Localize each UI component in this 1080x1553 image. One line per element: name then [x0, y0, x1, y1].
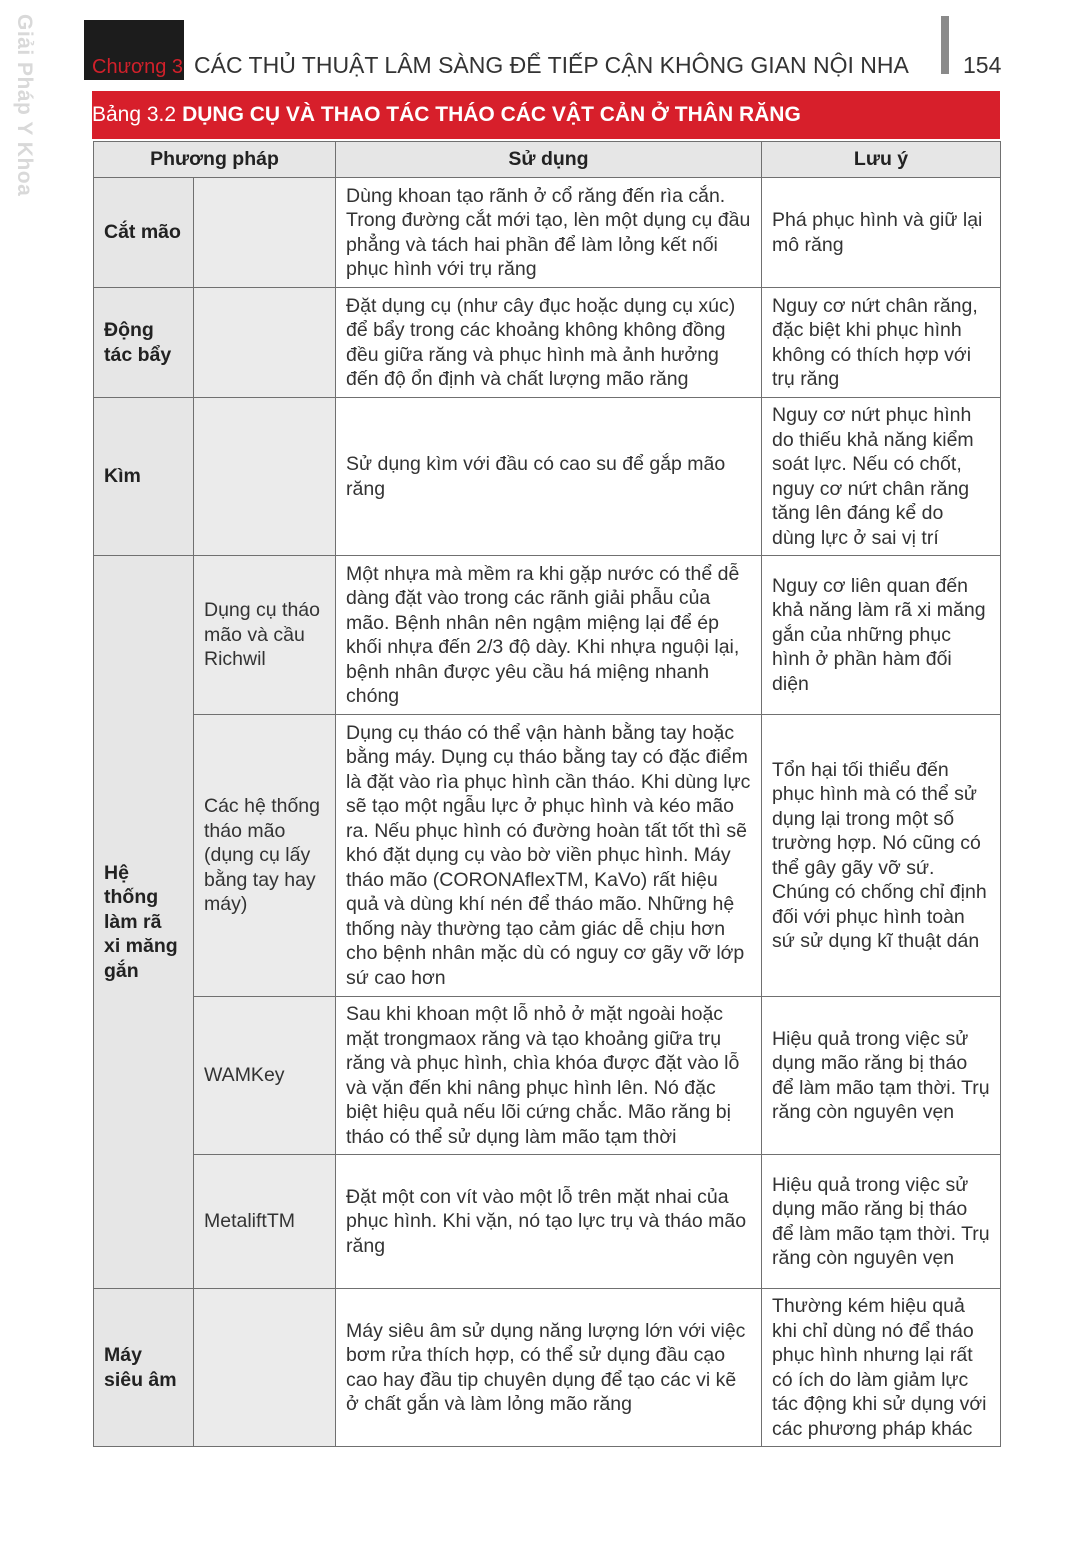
submethod-cell — [194, 398, 336, 556]
submethod-cell: Các hệ thống tháo mão (dụng cụ lấy bằng tay hay máy) — [194, 715, 336, 997]
submethod-cell: WAMKey — [194, 997, 336, 1155]
table-title: DỤNG CỤ VÀ THAO TÁC THÁO CÁC VẬT CẢN Ở THÂN RĂNG — [182, 103, 801, 126]
submethod-cell: Dụng cụ tháo mão và cầu Richwil — [194, 556, 336, 715]
use-cell: Sử dụng kìm với đầu có cao su để gắp mão răng — [336, 398, 762, 556]
header-note: Lưu ý — [762, 142, 1001, 178]
table-header-row — [94, 142, 1001, 178]
method-cell: Máy siêu âm — [94, 1289, 194, 1447]
submethod-cell — [194, 288, 336, 398]
chapter-title: CÁC THỦ THUẬT LÂM SÀNG ĐỂ TIẾP CẬN KHÔNG GIAN NỘI NHA — [194, 52, 909, 78]
note-cell: Hiệu quả trong việc sử dụng mão răng bị tháo để làm mão tạm thời. Trụ răng còn nguyên vẹn — [762, 997, 1001, 1155]
use-cell: Một nhựa mà mềm ra khi gặp nước có thể dễ dàng đặt vào trong các rãnh giải phẫu của mão. Bệnh nhân nên ngậm miệng lại để ép khối nhựa đến 2/3 độ dày. Khi nhựa nguội lại, bệnh nhân được yêu cầu há miệng nhanh chóng — [336, 556, 762, 715]
side-watermark — [4, 14, 44, 197]
use-cell: Dùng khoan tạo rãnh ở cổ răng đến rìa cắn. Trong đường cắt mới tạo, lèn một dụng cụ đầu phẳng và tách hai phần để làm lỏng kết nối phục hình với trụ răng — [336, 178, 762, 288]
table-row — [94, 556, 1001, 715]
submethod-cell: MetaliftTM — [194, 1155, 336, 1289]
page-number: 154 — [963, 52, 1002, 78]
note-cell: Tổn hại tối thiểu đến phục hình mà có thể sử dụng lại trong một số trường hợp. Nó cũng có thể gây gãy vỡ sứ. Chúng có chống chỉ định đối với phục hình toàn sứ sử dụng kĩ thuật dán — [762, 715, 1001, 997]
use-cell: Đặt dụng cụ (như cây đục hoặc dụng cụ xúc) để bẩy trong các khoảng không không đồng đều giữa răng và phục hình mà ảnh hưởng đến độ ổn định và chất lượng mão răng — [336, 288, 762, 398]
submethod-cell — [194, 1289, 336, 1447]
chapter-label: Chương 3 — [92, 56, 183, 78]
instrument-table — [93, 141, 1001, 1447]
method-cell: Hệ thống làm rã xi măng gắn — [94, 556, 194, 1289]
table-number: Bảng 3.2 — [92, 103, 177, 126]
table-caption — [92, 91, 1000, 139]
submethod-cell — [194, 178, 336, 288]
table-row — [94, 178, 1001, 288]
header-use: Sử dụng — [336, 142, 762, 178]
table-row — [94, 288, 1001, 398]
use-cell: Dụng cụ tháo có thể vận hành bằng tay hoặc bằng máy. Dụng cụ tháo bằng tay có đặc điểm là đặt vào rìa phục hình cần tháo. Khi dùng lực sẽ tạo một ngẫu lực ở phục hình và kéo mão ra. Nếu phục hình có đường hoàn tất tốt thì sẽ khó đặt dụng cụ vào bờ viền phục hình. Máy tháo mão (CORONAflexTM, KaVo) rất hiệu quả và dùng khí nén để tháo mão. Những hệ thống này thường tạo cảm giác dễ chịu hơn cho bệnh nhân mặc dù có nguy cơ gãy vỡ lớp sứ cao hơn — [336, 715, 762, 997]
header-method: Phương pháp — [94, 142, 336, 178]
note-cell: Nguy cơ nứt chân răng, đặc biệt khi phục hình không có thích hợp với trụ răng — [762, 288, 1001, 398]
use-cell: Máy siêu âm sử dụng năng lượng lớn với việc bơm rửa thích hợp, có thể sử dụng đầu cạo cao hay đầu tip chuyên dụng để tạo các vi kẽ ở chất gắn và làm lỏng mão răng — [336, 1289, 762, 1447]
method-cell: Động tác bẩy — [94, 288, 194, 398]
side-watermark-text: Giải Pháp Y Khoa — [13, 14, 36, 197]
table-row — [94, 997, 1001, 1155]
table-row — [94, 1289, 1001, 1447]
table-row — [94, 1155, 1001, 1289]
note-cell: Thường kém hiệu quả khi chỉ dùng nó để tháo phục hình nhưng lại rất có ích do làm giảm lực tác động khi sử dụng với các phương pháp khác — [762, 1289, 1001, 1447]
note-cell: Phá phục hình và giữ lại mô răng — [762, 178, 1001, 288]
note-cell: Nguy cơ nứt phục hình do thiếu khả năng kiểm soát lực. Nếu có chốt, nguy cơ nứt chân răng tăng lên đáng kể do dùng lực ở sai vị trí — [762, 398, 1001, 556]
use-cell: Sau khi khoan một lỗ nhỏ ở mặt ngoài hoặc mặt trongmaox răng và tạo khoảng giữa trụ răng và phục hình, chìa khóa được đặt vào lỗ và vặn đến khi nâng phục hình lên. Nó đặc biệt hiệu quả nếu lõi cứng chắc. Mão răng bị tháo có thể sử dụng làm mão tạm thời — [336, 997, 762, 1155]
note-cell: Nguy cơ liên quan đến khả năng làm rã xi măng gắn của những phục hình ở phần hàm đối diện — [762, 556, 1001, 715]
page-divider — [941, 16, 949, 74]
table-row — [94, 715, 1001, 997]
method-cell: Kìm — [94, 398, 194, 556]
table-row — [94, 398, 1001, 556]
method-cell: Cắt mão — [94, 178, 194, 288]
use-cell: Đặt một con vít vào một lỗ trên mặt nhai của phục hình. Khi vặn, nó tạo lực trụ và tháo mão răng — [336, 1155, 762, 1289]
note-cell: Hiệu quả trong việc sử dụng mão răng bị tháo để làm mão tạm thời. Trụ răng còn nguyên vẹn — [762, 1155, 1001, 1289]
